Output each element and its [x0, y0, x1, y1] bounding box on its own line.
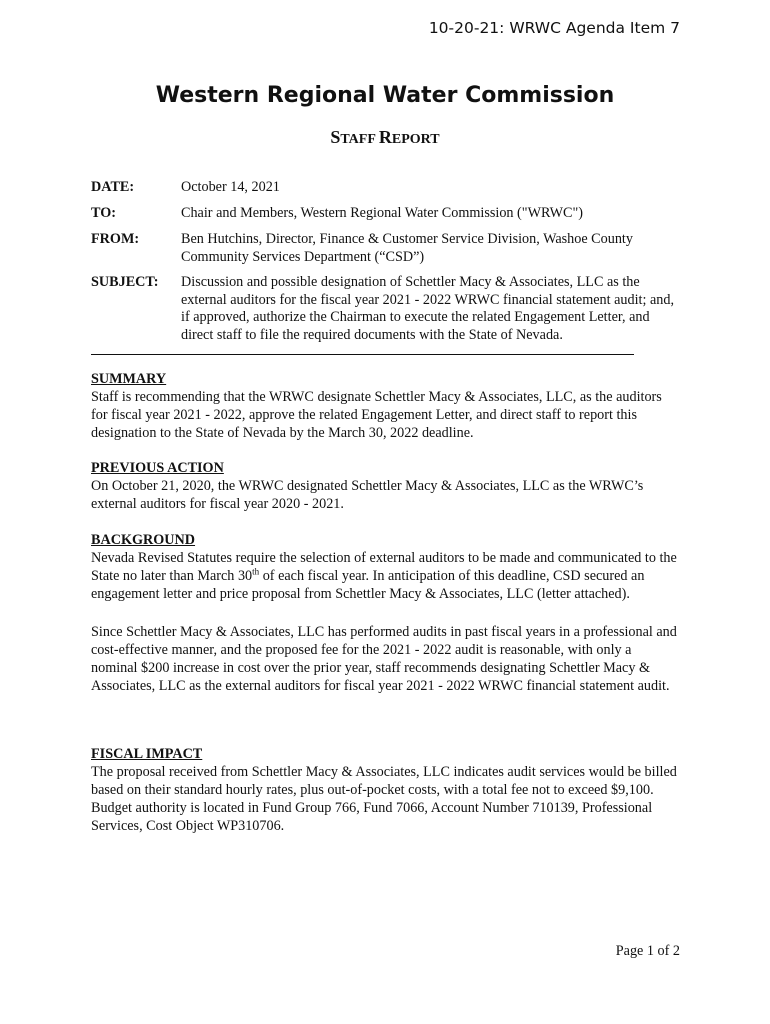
background-p1-end: of each fiscal year. In anticipation of this deadline, CSD secured an engagement letter and price proposal from Schettler Macy & Associates, LLC (letter attached).: [91, 568, 645, 602]
subject-value: Discussion and possible designation of Schettler Macy & Associates, LLC as the external auditors for the fiscal year 2021 - 2022 WRWC financial statement audit; and, if approved, authorize the Chairman to execute the related Engagement Letter, and direct staff to file the required documents with the State of Nevada.: [181, 274, 674, 344]
report-title-s: S: [330, 127, 341, 147]
summary-section: [91, 370, 681, 442]
agenda-item-label: 10-20-21: WRWC Agenda Item 7: [428, 19, 680, 37]
previous-action-section: [91, 459, 681, 513]
date-label: DATE:: [91, 179, 135, 195]
background-paragraph-1: [91, 549, 681, 603]
report-title-r: R: [378, 127, 392, 147]
to-label: TO:: [91, 205, 116, 221]
previous-action-text: On October 21, 2020, the WRWC designated Schettler Macy & Associates, LLC as the WRWC’s external auditors for fiscal year 2020 - 2021.: [91, 478, 644, 512]
background-paragraph-2: Since Schettler Macy & Associates, LLC has performed audits in past fiscal years in a professional and cost-effective manner, and the proposed fee for the 2021 - 2022 audit is reasonable, with only a nominal $200 increase in cost over the prior year, staff recommends designating Schettler Macy & Associates, LLC as the external auditors for fiscal year 2021 - 2022 WRWC financial statement audit.: [91, 624, 677, 694]
summary-heading: SUMMARY: [91, 371, 167, 387]
page-number: Page 1 of 2: [615, 943, 680, 959]
previous-action-heading: PREVIOUS ACTION: [91, 460, 224, 476]
report-title: [0, 127, 770, 148]
background-section: [91, 531, 681, 695]
header-divider: [91, 354, 634, 355]
summary-text: Staff is recommending that the WRWC designate Schettler Macy & Associates, LLC, as the auditors for fiscal year 2021 - 2022, approve the related Engagement Letter, and direct staff to report this designation to the State of Nevada by the March 30, 2022 deadline.: [91, 389, 662, 441]
from-label: FROM:: [91, 231, 140, 247]
from-value: Ben Hutchins, Director, Finance & Customer Service Division, Washoe County Community Services Department (“CSD”): [181, 231, 633, 265]
background-heading: BACKGROUND: [91, 532, 196, 548]
report-title-taff: TAFF: [340, 132, 379, 147]
background-p1-superscript: th: [252, 566, 260, 577]
fiscal-impact-section: [91, 745, 681, 835]
background-p1-start: Nevada Revised Statutes require the selection of external auditors to be made and communicated to the State no later than March 30: [91, 550, 677, 584]
date-value: October 14, 2021: [181, 179, 280, 195]
to-value: Chair and Members, Western Regional Water Commission ("WRWC"): [181, 205, 584, 221]
fiscal-impact-text: The proposal received from Schettler Macy & Associates, LLC indicates audit services would be billed based on their standard hourly rates, plus out-of-pocket costs, with a total fee not to exceed $9,100. Budget authority is located in Fund Group 766, Fund 7066, Account Number 710139, Professional Services, Cost Object WP310706.: [91, 764, 677, 834]
organization-title: Western Regional Water Commission: [155, 83, 615, 108]
fiscal-impact-heading: FISCAL IMPACT: [91, 746, 203, 762]
subject-label: SUBJECT:: [91, 274, 159, 290]
report-title-eport: EPORT: [391, 132, 440, 147]
